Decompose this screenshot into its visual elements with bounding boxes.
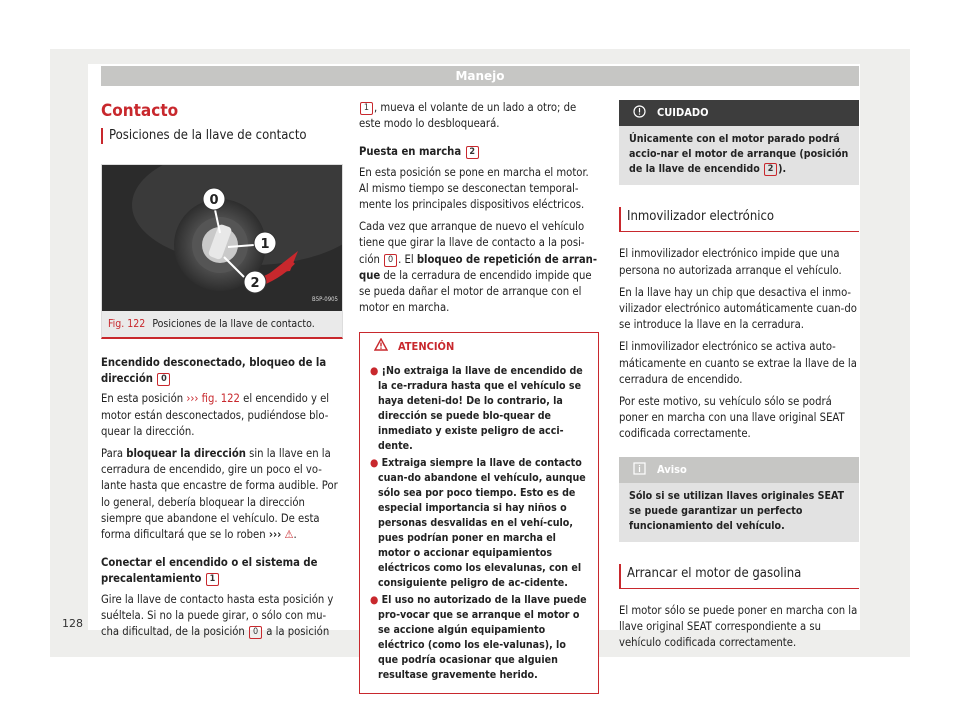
paragraph: Por este motivo, su vehículo sólo se podrá poner en marcha con una llave original SEAT codificada correctamente.: [619, 395, 845, 441]
info-icon: [633, 462, 646, 475]
text: . El: [398, 252, 414, 266]
paragraph: [101, 391, 341, 440]
warning-box: [359, 332, 599, 693]
ignition-photo: [102, 165, 342, 311]
figure-caption-text: Posiciones de la llave de contacto.: [152, 318, 315, 330]
warning-bullet: ● El uso no autorizado de la llave puede pro-vocar que se arranque el motor o se accione algún equipamiento eléctrico (como los ele-valunas), lo que podría ocasionar que alguien resultase gravemente herido.: [370, 593, 587, 681]
position-marker: 2: [466, 146, 479, 159]
figure-ignition: [101, 164, 343, 339]
position-marker: 0: [157, 373, 170, 386]
caution-box: [619, 100, 859, 185]
position-marker: 0: [249, 626, 262, 639]
subsection-title: [101, 555, 341, 587]
warning-icon: ⚠: [284, 528, 294, 542]
note-body: Sólo si se utilizan llaves originales SEAT se puede garantizar un perfecto funcionamiento del vehículo.: [629, 489, 845, 532]
caution-icon: [633, 105, 646, 118]
warning-bullet: ● ¡No extraiga la llave de encendido de la ce-rradura hasta que el vehículo se haya deteni-do! De lo contrario, la dirección se puede blo-quear de inmediato y existe peligro de acci-dente.: [370, 364, 583, 452]
caution-title: CUIDADO: [657, 106, 709, 119]
paragraph: [359, 100, 599, 132]
subsection-title-text: Encendido desconectado, bloqueo de la dirección: [101, 356, 327, 386]
note-header: [619, 457, 859, 483]
figure-link[interactable]: ››› fig. 122: [186, 392, 240, 406]
text: Para: [101, 447, 124, 461]
text: ¡No extraiga la llave de encendido de la ce-rradura hasta que el vehículo se haya deteni-do! De lo contrario, la dirección se puede blo-quear de inmediato y existe peligro de acci-dente.: [378, 364, 583, 452]
text: Extraiga siempre la llave de contacto cuan-do abandone el vehículo, aunque sólo sea por poco tiempo. Esto es de especial importancia si hay niños o personas desvalidas en el vehí-culo, pues podrían poner en marcha el motor o accionar equipamientos eléctricos como los elevalunas, con el consiguiente peligro de ac-cidente.: [378, 456, 586, 589]
paragraph: El motor sólo se puede poner en marcha con la llave original SEAT correspondiente a su vehículo codificada correctamente.: [619, 604, 858, 650]
column-1: [101, 100, 341, 646]
warning-header: [360, 333, 598, 359]
text: el encendido y el motor están desconectados, pudiéndose blo-quear la dirección.: [101, 392, 330, 438]
note-box: [619, 457, 859, 542]
position-marker: 1: [206, 573, 219, 586]
ignition-illustration: [102, 165, 342, 311]
paragraph: [359, 219, 599, 316]
text: ).: [778, 163, 787, 176]
figure-ref: Fig. 122: [108, 318, 146, 330]
paragraph: [101, 592, 341, 641]
figure-label-0: 0: [209, 193, 219, 208]
text: sin la llave en la cerradura de encendido, gire un poco el vo-lante hasta que encastre de forma audible. Por lo general, debería bloquear la dirección siempre que abandone el vehículo. De esta forma dificultará que se lo roben: [101, 447, 338, 542]
figure-label-1: 1: [260, 237, 270, 252]
section-heading: Arrancar el motor de gasolina: [619, 564, 859, 589]
note-title: Aviso: [657, 462, 687, 476]
paragraph: En la llave hay un chip que desactiva el inmo-vilizador electrónico automáticamente cuan-do se introduce la llave en la cerradura.: [619, 285, 857, 332]
warning-title: ATENCIÓN: [398, 340, 455, 354]
subsection-title-text: Conectar el encendido o el sistema de precalentamiento: [101, 556, 318, 586]
section-header: Manejo: [101, 66, 859, 86]
warning-triangle-icon: [374, 338, 388, 351]
caution-header: [619, 100, 859, 126]
bold-text: bloqueo de repetición de arran-que: [359, 252, 598, 282]
text: Únicamente con el motor parado podrá accio-nar el motor de arranque (posición de la llave de encendido: [629, 133, 849, 176]
bold-text: bloquear la dirección: [126, 447, 246, 461]
text: , mueva el volante de un lado a otro; de este modo lo desbloqueará.: [359, 101, 577, 131]
position-marker: 1: [360, 102, 373, 115]
warning-link[interactable]: ›››: [268, 528, 282, 542]
section-title: Posiciones de la llave de contacto: [101, 128, 341, 144]
text: El uso no autorizado de la llave puede pro-vocar que se arranque el motor o se accione algún equipamiento eléctrico (como los ele-valunas), lo que podría ocasionar que alguien resultase gravemente herido.: [378, 593, 587, 681]
paragraph: En esta posición se pone en marcha el motor. Al mismo tiempo se desconectan temporal-mente los principales dispositivos eléctricos.: [359, 165, 589, 212]
text: de la cerradura de encendido impide que se pueda dañar el motor de arranque con el motor en marcha.: [359, 268, 592, 315]
figure-code: B5P-0905: [312, 295, 338, 303]
text: En esta posición: [101, 392, 184, 406]
column-2: [359, 100, 599, 694]
text: Gire la llave de contacto hasta esta posición y suéltela. Si no la puede girar, o sólo con mu-cha dificultad, de la posición: [101, 592, 334, 639]
figure-label-2: 2: [250, 276, 260, 291]
text: Cada vez que arranque de nuevo el vehículo tiene que girar la llave de contacto a la posi-ción: [359, 220, 585, 266]
column-3: [619, 100, 859, 658]
position-marker: 0: [384, 254, 397, 267]
paragraph: El inmovilizador electrónico impide que una persona no autorizada arranque el vehículo.: [619, 247, 842, 277]
subsection-title: [101, 355, 341, 387]
page-number: 128: [62, 617, 83, 630]
subsection-title-text: Puesta en marcha: [359, 145, 462, 159]
paragraph: Para bloquear la dirección sin la llave en la cerradura de encendido, gire un poco el vo-lante hasta que encastre de forma audible. Por lo general, debería bloquear la dirección siempre que abandone el vehículo. De esta forma dificultará que se lo roben ››› ⚠.: [101, 447, 338, 542]
position-marker: 2: [764, 163, 777, 176]
text: a la posición: [266, 625, 330, 639]
subsection-title: [359, 144, 599, 160]
chapter-title: Contacto: [101, 101, 179, 121]
warning-body: [360, 360, 598, 693]
warning-bullet: ● Extraiga siempre la llave de contacto cuan-do abandone el vehículo, aunque sólo sea por poco tiempo. Esto es de especial importancia si hay niños o personas desvalidas en el vehí-culo, pues podrían poner en marcha el motor o accionar equipamientos eléctricos como los elevalunas, con el consiguiente peligro de ac-cidente.: [370, 456, 586, 589]
figure-caption: [102, 311, 342, 337]
paragraph: El inmovilizador electrónico se activa auto-máticamente en cuanto se extrae la llave de la cerradura de encendido.: [619, 340, 857, 386]
section-heading: Inmovilizador electrónico: [619, 207, 859, 232]
caution-body: [619, 126, 859, 185]
